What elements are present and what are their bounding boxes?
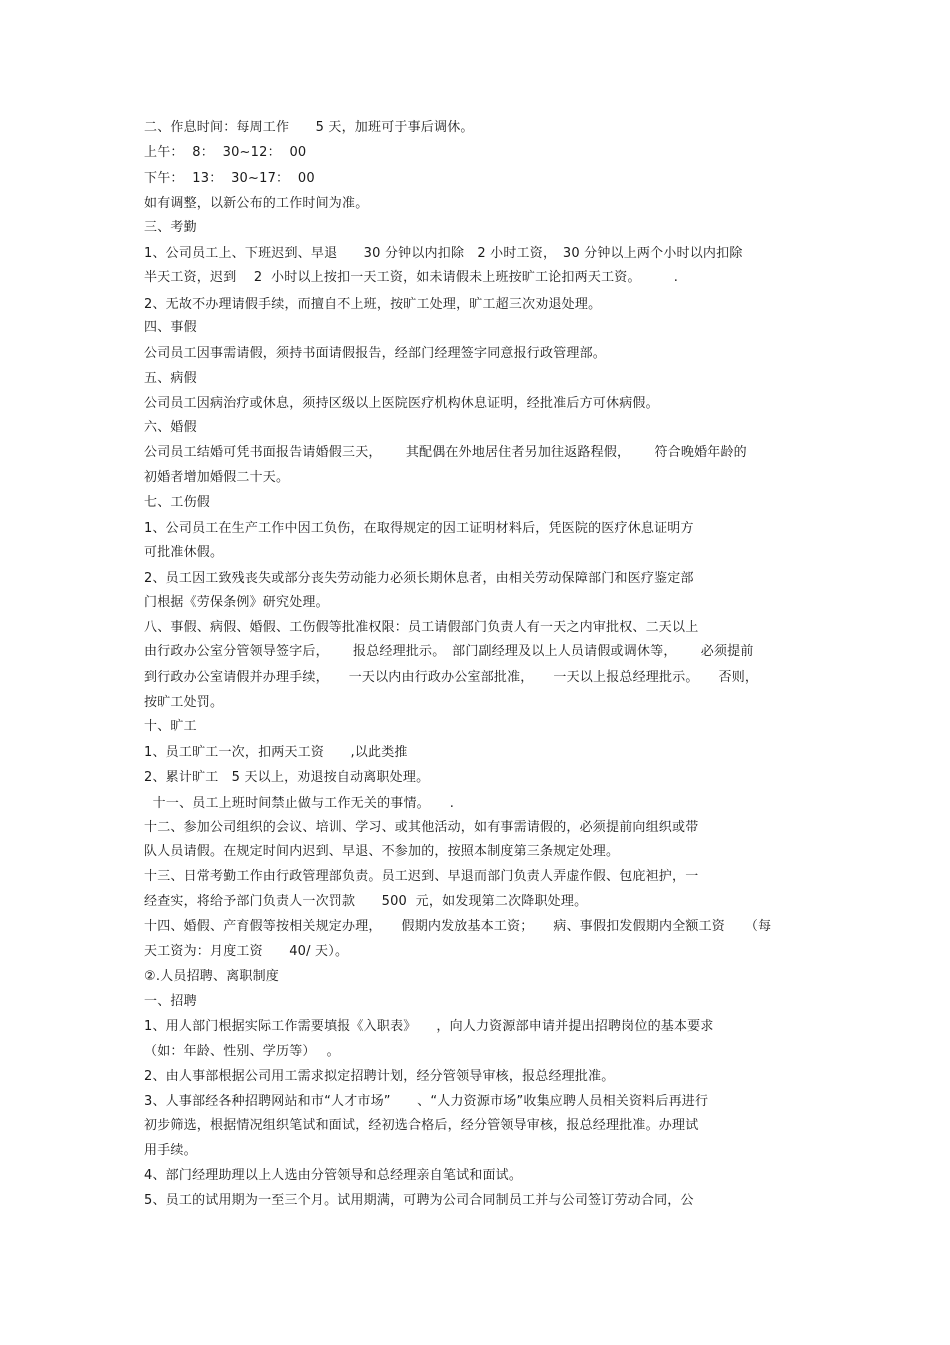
text-line: 3、人事部经各种招聘网站和市“人才市场” 、“人力资源市场”收集应聘人员相关资料后再进行 (144, 1094, 709, 1109)
text-line: 用手续。 (144, 1143, 197, 1158)
text-line: 按旷工处罚。 (144, 695, 224, 710)
text-line: 初婚者增加婚假二十天。 (144, 470, 290, 485)
text-line: 2、累计旷工 5 天以上，劝退按自动离职处理。 (144, 770, 430, 785)
section-heading-recruitment-policy: ②.人员招聘、离职制度 (144, 969, 279, 984)
text-line: 十一、员工上班时间禁止做与工作无关的事情。 . (144, 796, 455, 811)
text-line: 1、员工旷工一次，扣两天工资 ,以此类推 (144, 745, 408, 760)
text-line: 下午： 13： 30~17： 00 (144, 171, 315, 186)
text-line: 2、由人事部根据公司用工需求拟定招聘计划，经分管领导审核，报总经理批准。 (144, 1069, 615, 1084)
section-heading-recruitment: 一、招聘 (144, 994, 197, 1009)
text-line: 2、员工因工致残丧失或部分丧失劳动能力必须长期休息者，由相关劳动保障部门和医疗鉴定部 (144, 571, 694, 586)
text-line: 4、部门经理助理以上人选由分管领导和总经理亲自笔试和面试。 (144, 1168, 523, 1183)
text-line: 队人员请假。在规定时间内迟到、早退、不参加的，按照本制度第三条规定处理。 (144, 844, 620, 859)
text-line: 到行政办公室请假并办理手续， 一天以内由行政办公室部批准， 一天以上报总经理批示。 否则， (144, 670, 759, 685)
text-line: 公司员工因病治疗或休息，须持区级以上医院医疗机构休息证明，经批准后方可休病假。 (144, 396, 659, 411)
section-heading-marriage-leave: 六、婚假 (144, 420, 197, 435)
text-line: 天工资为：月度工资 40/ 天）。 (144, 944, 349, 959)
text-line: 上午： 8： 30~12： 00 (144, 145, 307, 160)
text-line: 1、公司员工在生产工作中因工负伤，在取得规定的因工证明材料后，凭医院的医疗休息证明方 (144, 521, 694, 536)
text-line: 1、公司员工上、下班迟到、早退 30 分钟以内扣除 2 小时工资， 30 分钟以上两个小时以内扣除 (144, 246, 743, 261)
section-heading-work-hours: 二、作息时间：每周工作 5 天，加班可于事后调休。 (144, 120, 474, 135)
section-heading-approval: 八、事假、病假、婚假、工伤假等批准权限：员工请假部门负责人有一天之内审批权、二天以上 (144, 620, 699, 635)
section-heading-attendance: 三、考勤 (144, 220, 197, 235)
text-line: 十四、婚假、产育假等按相关规定办理， 假期内发放基本工资； 病、事假扣发假期内全额工资 （每 (144, 919, 772, 934)
text-line: 经查实，将给予部门负责人一次罚款 500 元，如发现第二次降职处理。 (144, 894, 588, 909)
section-heading-absenteeism: 十、旷工 (144, 719, 197, 734)
text-line: 门根据《劳保条例》研究处理。 (144, 595, 329, 610)
text-line: 可批准休假。 (144, 545, 224, 560)
text-line: 5、员工的试用期为一至三个月。试用期满，可聘为公司合同制员工并与公司签订劳动合同，公 (144, 1193, 694, 1208)
text-line: 十三、日常考勤工作由行政管理部负责。员工迟到、早退而部门负责人弄虚作假、包庇袒护，一 (144, 869, 699, 884)
text-line: （如：年龄、性别、学历等） 。 (144, 1044, 340, 1059)
text-line: 公司员工结婚可凭书面报告请婚假三天， 其配偶在外地居住者另加往返路程假， 符合晚婚年龄的 (144, 445, 747, 460)
text-line: 公司员工因事需请假，须持书面请假报告，经部门经理签字同意报行政管理部。 (144, 346, 607, 361)
text-line: 半天工资，迟到 2 小时以上按扣一天工资，如未请假未上班按旷工论扣两天工资。 . (144, 270, 679, 285)
text-line: 十二、参加公司组织的会议、培训、学习、或其他活动，如有事需请假的，必须提前向组织或带 (144, 820, 699, 835)
text-line: 2、无故不办理请假手续，而擅自不上班，按旷工处理，旷工超三次劝退处理。 (144, 297, 602, 312)
section-heading-personal-leave: 四、事假 (144, 320, 197, 335)
text-line: 初步筛选，根据情况组织笔试和面试，经初选合格后，经分管领导审核，报总经理批准。办理试 (144, 1118, 699, 1133)
text-line: 1、用人部门根据实际工作需要填报《入职表》 ，向人力资源部申请并提出招聘岗位的基本要求 (144, 1019, 714, 1034)
section-heading-injury-leave: 七、工伤假 (144, 495, 211, 510)
text-line: 如有调整，以新公布的工作时间为准。 (144, 196, 369, 211)
section-heading-sick-leave: 五、病假 (144, 371, 197, 386)
text-line: 由行政办公室分管领导签字后， 报总经理批示。 部门副经理及以上人员请假或调休等， 必须提前 (144, 644, 754, 659)
